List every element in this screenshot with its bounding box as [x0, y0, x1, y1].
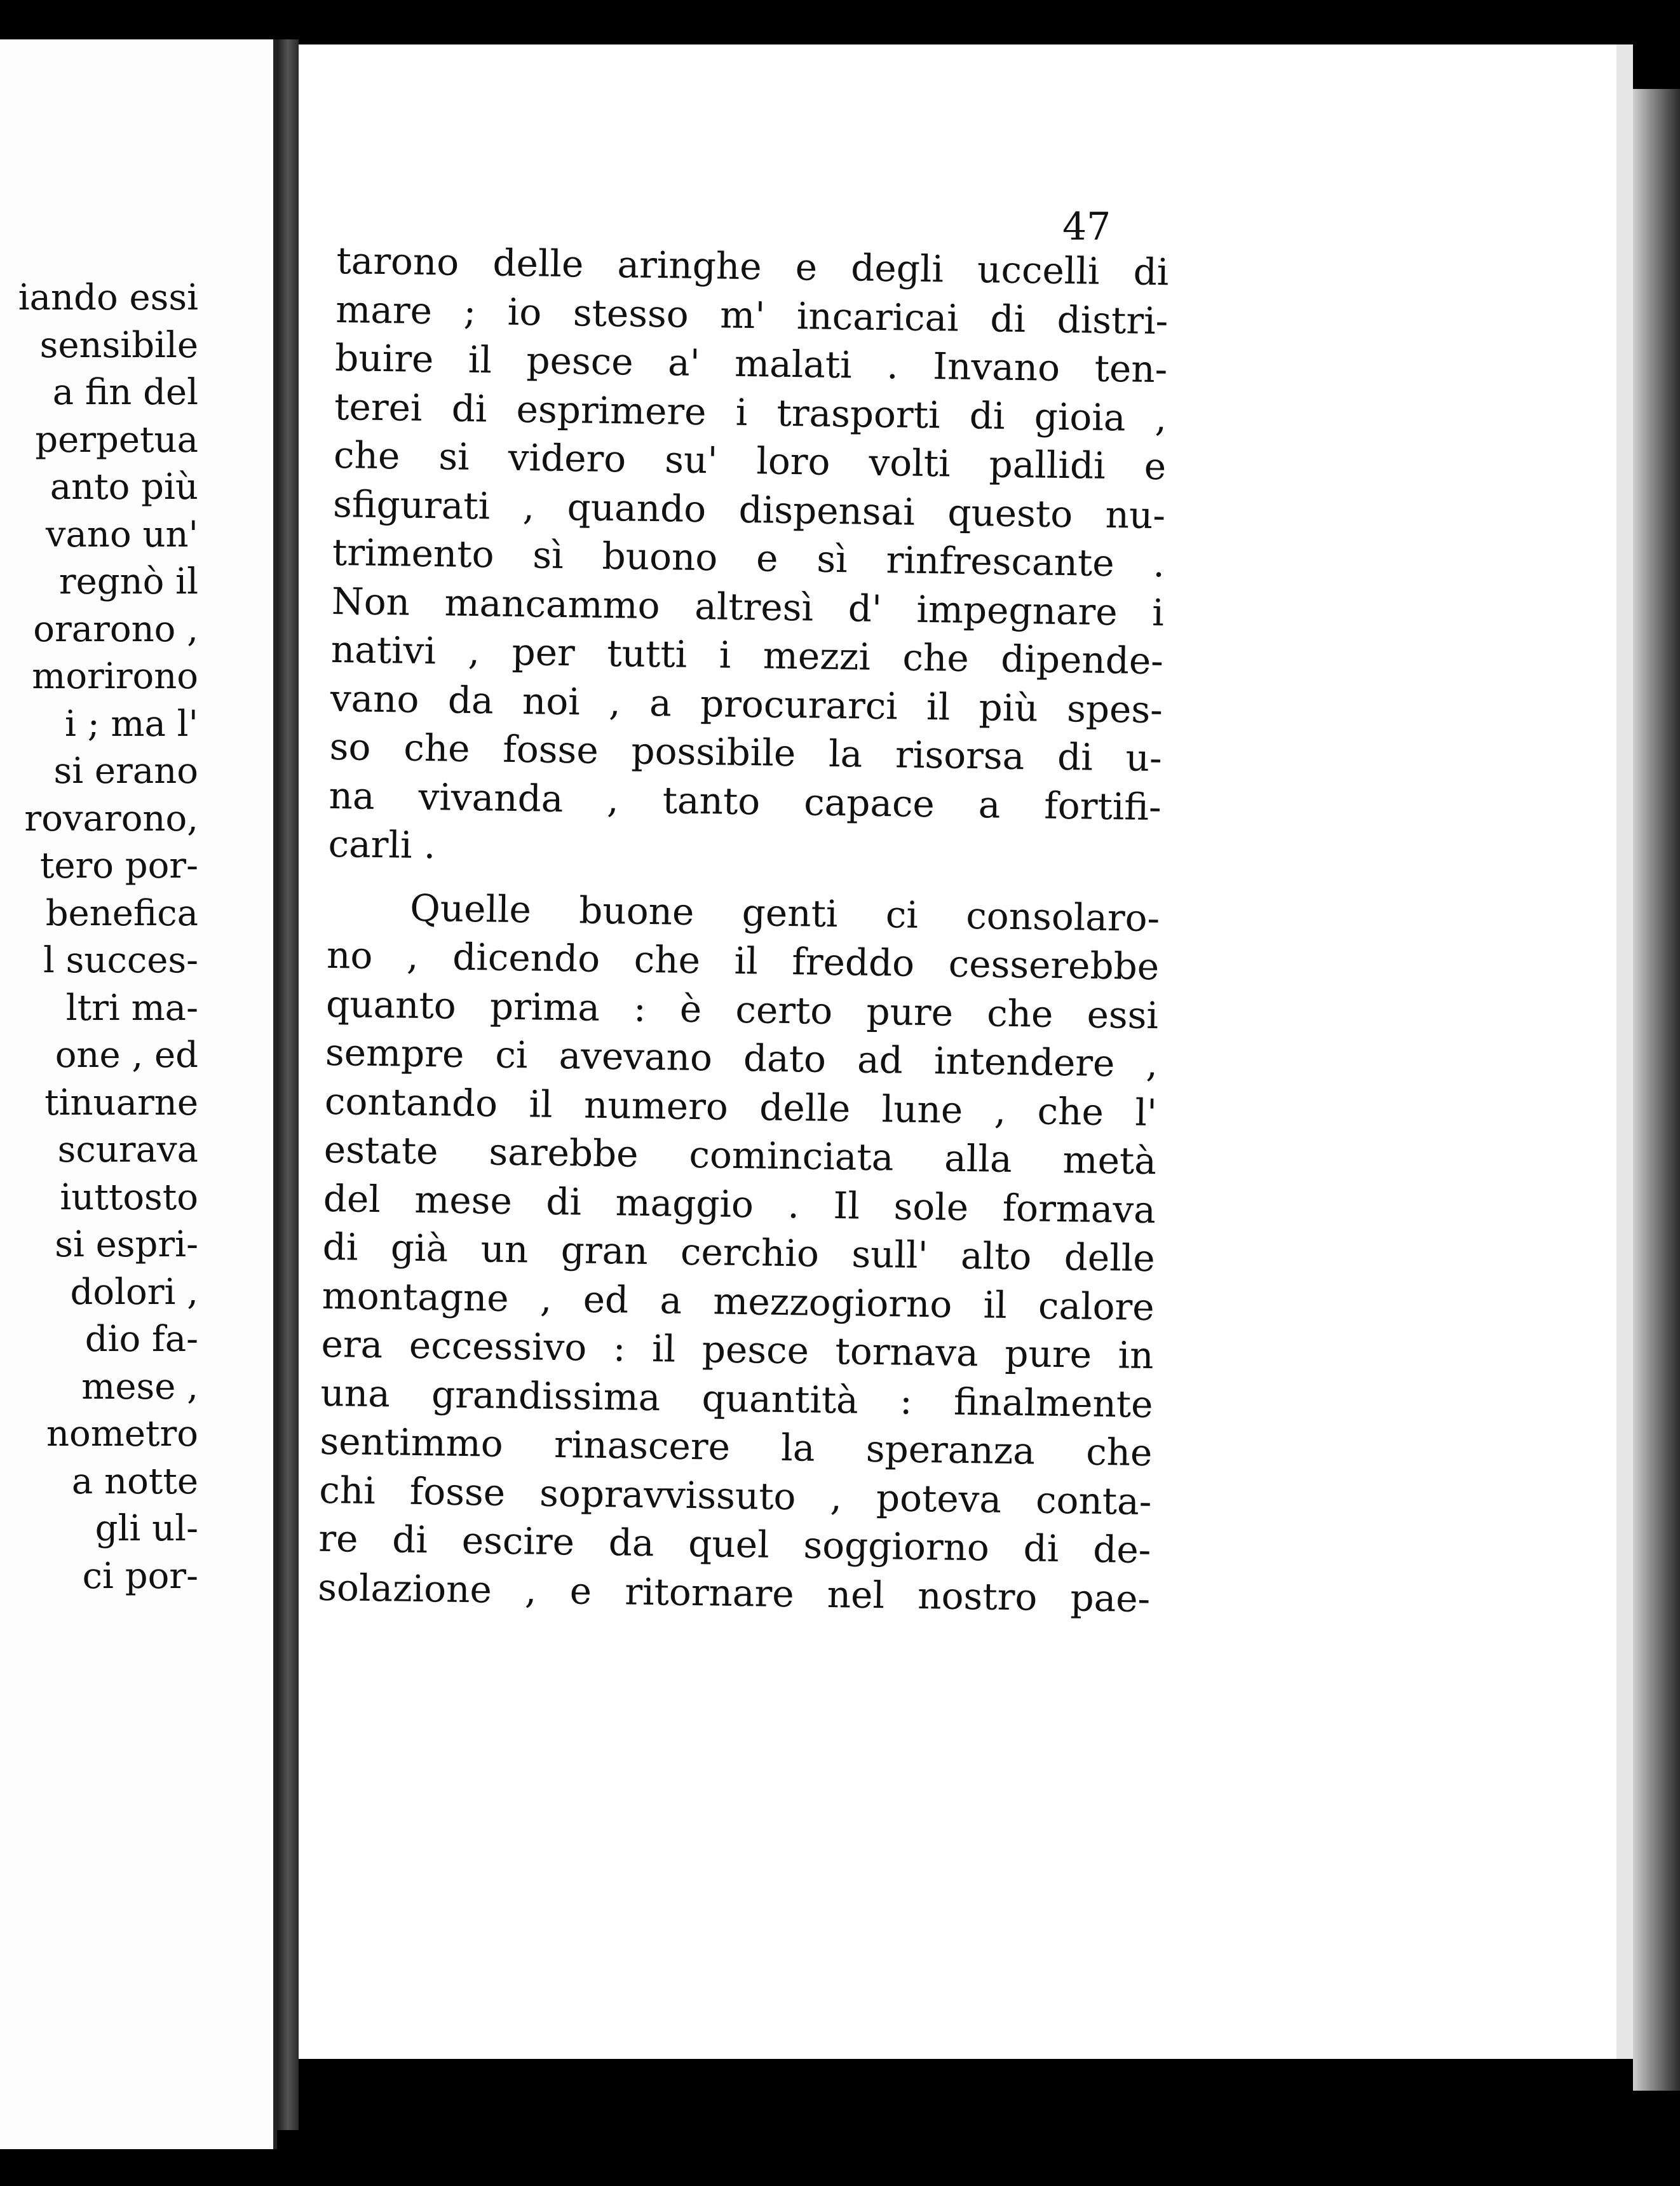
text-line: buire il pesce a' malati . Invano ten-	[334, 336, 1168, 391]
left-line: dolori ,	[70, 1271, 198, 1313]
left-line: a notte	[71, 1460, 198, 1502]
left-line: orarono ,	[33, 608, 198, 650]
left-line: a fin del	[52, 372, 198, 413]
text-line: sfigurati , quando dispensai questo nu-	[332, 482, 1166, 537]
text-line: quanto prima : è certo pure che essi	[325, 982, 1159, 1037]
text-line: estate sarebbe cominciata alla metà	[323, 1127, 1157, 1183]
text-line: montagne , ed a mezzogiorno il calore	[322, 1273, 1155, 1329]
right-page-text	[318, 236, 1169, 1623]
left-line: perpetua	[35, 419, 198, 461]
text-line: terei di esprimere i trasporti di gioia ,	[334, 384, 1167, 440]
text-line: tarono delle aringhe e degli uccelli di	[335, 238, 1169, 294]
text-line: mare ; io stesso m' incaricai di distri-	[335, 287, 1169, 343]
left-line: ci por-	[82, 1555, 198, 1597]
text-line: carli .	[328, 822, 436, 867]
left-line: si espri-	[55, 1224, 198, 1265]
text-line: re di escire da quel soggiorno di de-	[318, 1516, 1151, 1572]
text-line: del mese di maggio . Il sole formava	[323, 1176, 1156, 1232]
text-line: Non mancammo altresì d' impegnare i	[331, 579, 1165, 634]
left-line: anto più	[50, 466, 198, 508]
left-line: nometro	[46, 1413, 198, 1455]
text-line: una grandissima quantità : finalmente	[320, 1371, 1153, 1426]
left-page-text	[18, 275, 198, 1600]
left-line: one , ed	[55, 1035, 198, 1076]
left-line: mese ,	[81, 1366, 198, 1408]
left-line: iando essi	[18, 277, 198, 318]
left-line: benefica	[45, 892, 198, 934]
left-line: regnò il	[58, 561, 198, 602]
left-page	[0, 39, 277, 2149]
text-line: trimento sì buono e sì rinfrescante .	[332, 530, 1165, 586]
page-edge	[1633, 89, 1680, 2091]
text-line: sentimmo rinascere la speranza che	[320, 1419, 1153, 1475]
left-line: l succes-	[43, 940, 198, 981]
left-line: scurava	[57, 1129, 198, 1171]
text-line: nativi , per tutti i mezzi che dipende-	[330, 627, 1164, 683]
left-line: ltri ma-	[65, 987, 198, 1029]
text-line: vano da noi , a procurarci il più spes-	[330, 676, 1163, 731]
left-line: vano un'	[45, 513, 198, 555]
text-line: di già un gran cerchio sull' alto delle	[322, 1225, 1156, 1280]
left-line: tero por-	[39, 845, 198, 886]
page-number: 47	[1062, 205, 1111, 249]
left-line: tinuarne	[44, 1082, 198, 1124]
left-line: si erano	[53, 750, 198, 792]
left-line: dio fa-	[85, 1319, 198, 1360]
left-line: iuttosto	[60, 1176, 198, 1218]
text-line: no , dicendo che il freddo cesserebbe	[326, 933, 1160, 989]
text-line: era eccessivo : il pesce tornava pure in	[321, 1322, 1155, 1378]
text-line: solazione , e ritornare nel nostro pae-	[317, 1565, 1151, 1620]
left-line: sensibile	[39, 324, 198, 366]
text-line: so che fosse possibile la risorsa di u-	[329, 724, 1163, 780]
left-line: morirono	[32, 656, 198, 697]
left-line: gli ul-	[95, 1508, 198, 1549]
text-line: contando il numero delle lune , che l'	[324, 1079, 1158, 1134]
text-line: che si videro su' loro volti pallidi e	[333, 433, 1167, 489]
text-line: Quelle buone genti ci consolaro-	[409, 886, 1160, 940]
text-line: na vivanda , tanto capace a fortifi-	[329, 773, 1162, 829]
text-line: sempre ci avevano dato ad intendere ,	[325, 1030, 1158, 1086]
left-line: rovarono,	[24, 798, 198, 839]
left-line: i ; ma l'	[65, 703, 198, 745]
text-line: chi fosse sopravvissuto , poteva conta-	[318, 1468, 1152, 1523]
book-gutter	[277, 39, 299, 2130]
